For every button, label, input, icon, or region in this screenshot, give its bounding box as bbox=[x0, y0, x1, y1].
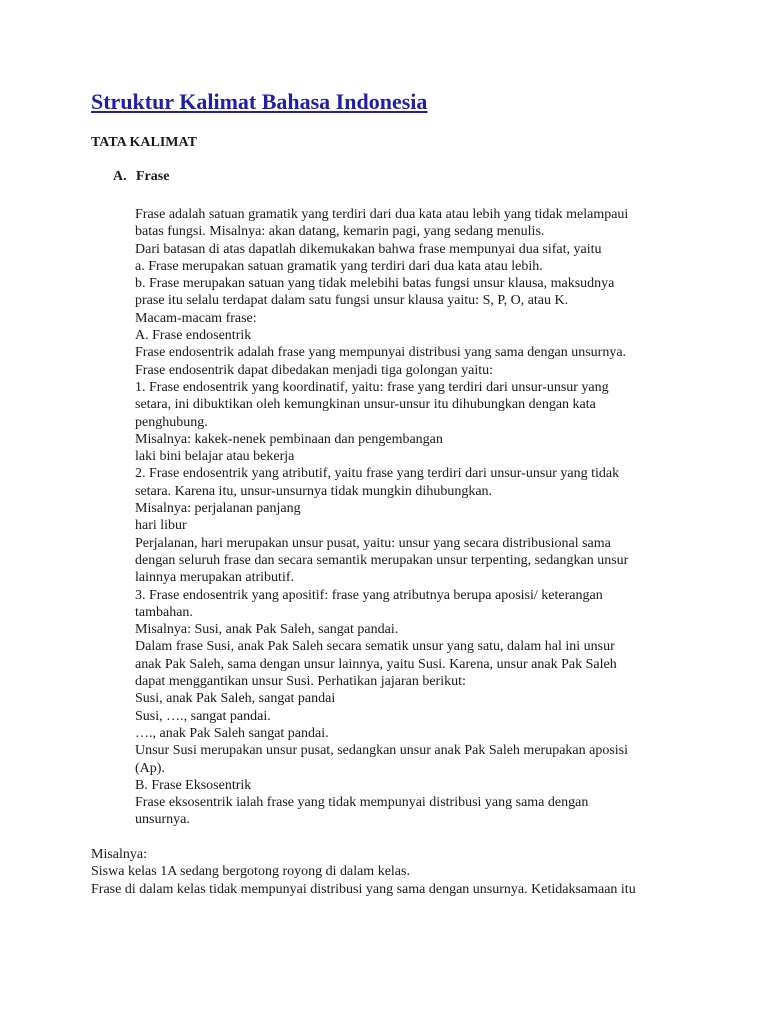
text-line: 3. Frase endosentrik yang apositif: frase yang atributnya berupa aposisi/ keterangan bbox=[135, 587, 603, 603]
text-line: Frase adalah satuan gramatik yang terdiri dari dua kata atau lebih yang tidak melampaui bbox=[135, 207, 629, 222]
document-title[interactable]: Struktur Kalimat Bahasa Indonesia bbox=[91, 89, 428, 114]
sub-section-title: Frase bbox=[136, 169, 170, 184]
text-line: Frase endosentrik dapat dibedakan menjadi tiga golongan yaitu: bbox=[135, 362, 494, 378]
text-line: Dari batasan di atas dapatlah dikemukakan bahwa frase mempunyai dua sifat, yaitu bbox=[135, 241, 602, 257]
text-line: b. Frase merupakan satuan yang tidak melebihi batas fungsi unsur klausa, maksudnya bbox=[135, 276, 615, 292]
text-line: Misalnya: kakek-nenek pembinaan dan pengembangan bbox=[135, 431, 443, 447]
text-line: B. Frase Eksosentrik bbox=[135, 777, 252, 793]
tail-text bbox=[91, 846, 711, 898]
text-line: anak Pak Saleh, sama dengan unsur lainnya, yaitu Susi. Karena, unsur anak Pak Saleh bbox=[135, 656, 617, 672]
text-line: hari libur bbox=[135, 518, 187, 534]
sub-section-heading bbox=[113, 169, 169, 185]
text-line: Frase eksosentrik ialah frase yang tidak mempunyai distribusi yang sama dengan bbox=[135, 795, 589, 811]
sub-section-number: A. bbox=[113, 169, 127, 184]
text-line: Perjalanan, hari merupakan unsur pusat, yaitu: unsur yang secara distribusional sama bbox=[135, 535, 611, 551]
text-line: tambahan. bbox=[135, 604, 193, 620]
text-line: a. Frase merupakan satuan gramatik yang terdiri dari dua kata atau lebih. bbox=[135, 258, 543, 274]
text-line: batas fungsi. Misalnya: akan datang, kemarin pagi, yang sedang menulis. bbox=[135, 224, 545, 240]
text-line: …., anak Pak Saleh sangat pandai. bbox=[135, 725, 329, 741]
body-text bbox=[135, 206, 695, 829]
text-line: 2. Frase endosentrik yang atributif, yaitu frase yang terdiri dari unsur-unsur yang tidak bbox=[135, 466, 620, 482]
text-line: dapat menggantikan unsur Susi. Perhatikan jajaran berikut: bbox=[135, 674, 466, 690]
text-line: Dalam frase Susi, anak Pak Saleh secara sematik unsur yang satu, dalam hal ini unsur bbox=[135, 639, 615, 655]
text-line: unsurnya. bbox=[135, 812, 190, 828]
text-line: Frase endosentrik adalah frase yang mempunyai distribusi yang sama dengan unsurnya. bbox=[135, 345, 627, 361]
text-line: lainnya merupakan atributif. bbox=[135, 570, 294, 586]
text-line: Misalnya: perjalanan panjang bbox=[135, 501, 301, 517]
text-line: Misalnya: Susi, anak Pak Saleh, sangat pandai. bbox=[135, 622, 399, 638]
text-line: setara, ini dibuktikan oleh kemungkinan unsur-unsur itu dihubungkan dengan kata bbox=[135, 397, 596, 413]
text-line: Siswa kelas 1A sedang bergotong royong di dalam kelas. bbox=[91, 864, 410, 880]
text-line: dengan seluruh frase dan secara semantik merupakan unsur terpenting, sedangkan unsur bbox=[135, 552, 629, 568]
text-line: laki bini belajar atau bekerja bbox=[135, 449, 295, 465]
text-line: Susi, anak Pak Saleh, sangat pandai bbox=[135, 691, 336, 707]
text-line: Susi, …., sangat pandai. bbox=[135, 708, 271, 724]
text-line: Frase di dalam kelas tidak mempunyai distribusi yang sama dengan unsurnya. Ketidaksamaan itu bbox=[91, 881, 636, 897]
text-line: prase itu selalu terdapat dalam satu fungsi unsur klausa yaitu: S, P, O, atau K. bbox=[135, 293, 569, 309]
text-line: 1. Frase endosentrik yang koordinatif, yaitu: frase yang terdiri dari unsur-unsur yang bbox=[135, 379, 609, 395]
text-line: Macam-macam frase: bbox=[135, 310, 257, 326]
text-line: (Ap). bbox=[135, 760, 165, 776]
text-line: setara. Karena itu, unsur-unsurnya tidak mungkin dihubungkan. bbox=[135, 483, 493, 499]
text-line: Misalnya: bbox=[91, 847, 147, 862]
text-line: A. Frase endosentrik bbox=[135, 328, 252, 344]
text-line: Unsur Susi merupakan unsur pusat, sedangkan unsur anak Pak Saleh merupakan aposisi bbox=[135, 743, 629, 759]
text-line: penghubung. bbox=[135, 414, 208, 430]
section-heading: TATA KALIMAT bbox=[91, 135, 197, 150]
